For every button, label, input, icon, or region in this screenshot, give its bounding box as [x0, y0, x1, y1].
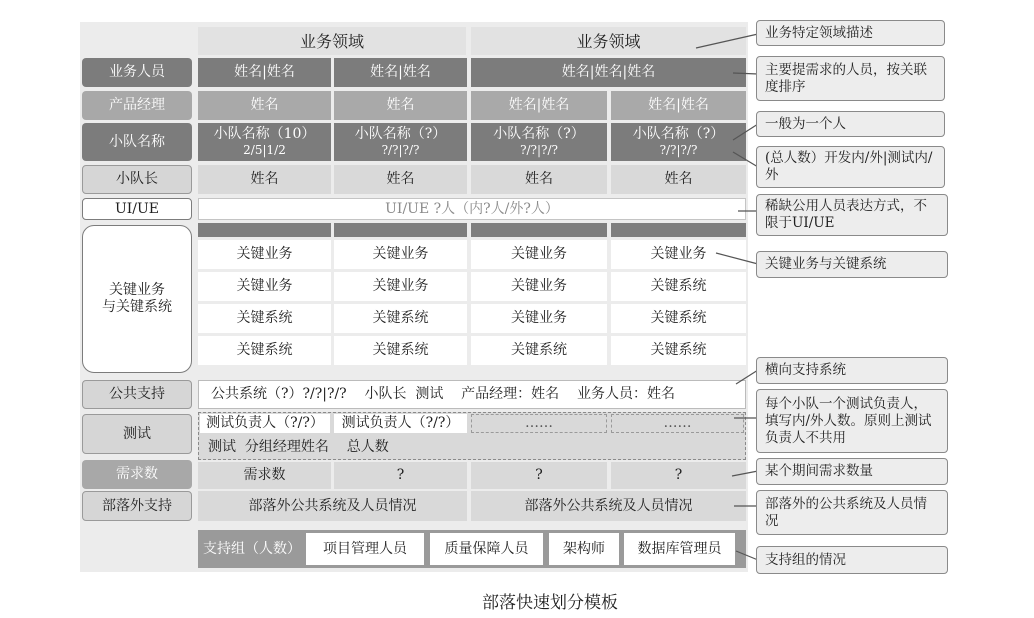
key-cell: 关键系统	[334, 304, 467, 333]
demand-cell: ?	[471, 462, 607, 489]
leader-cell: 姓名	[471, 165, 607, 194]
team-name: 小队名称（10）	[213, 126, 316, 142]
test-lead-cell: ……	[611, 414, 744, 433]
note-support-text: 支持组的情况	[765, 551, 846, 568]
row-label-external: 部落外支持	[82, 491, 192, 521]
note-key	[756, 251, 948, 278]
test-lead-cell: ……	[471, 414, 607, 433]
team-name: 小队名称（?）	[493, 126, 585, 142]
key-cell: 关键业务	[198, 240, 331, 269]
support-item: 数据库管理员	[624, 533, 735, 565]
support-item: 质量保障人员	[430, 533, 543, 565]
pm-cell: 姓名	[198, 91, 331, 120]
key-cell: 关键系统	[471, 336, 607, 365]
key-cell: 关键业务	[611, 240, 746, 269]
support-group-label: 支持组（人数）	[203, 540, 301, 557]
test-group-label: 测试 分组经理姓名 总人数	[208, 439, 389, 455]
pm-cell: 姓名	[334, 91, 467, 120]
team-count: ?/?|?/?	[520, 143, 558, 157]
note-domain	[756, 20, 945, 46]
row-label-demand: 需求数	[82, 460, 192, 489]
key-cell: 关键业务	[198, 272, 331, 301]
note-demand-text: 某个期间需求数量	[765, 463, 873, 479]
key-cell: 关键系统	[611, 304, 746, 333]
note-domain-text: 业务特定领域描述	[765, 24, 873, 41]
note-count	[756, 146, 945, 188]
note-public-text: 横向支持系统	[765, 362, 846, 378]
note-team	[756, 111, 945, 137]
note-support	[756, 546, 948, 574]
note-business	[756, 56, 945, 101]
note-external-text: 部落外的公共系统及人员情况	[765, 495, 927, 529]
row-label-leader: 小队长	[82, 165, 192, 194]
team-count: ?/?|?/?	[381, 143, 420, 157]
figure-caption: 部落快速划分模板	[482, 593, 618, 613]
row-label-uiue: UI/UE	[82, 198, 192, 220]
key-cell: 关键系统	[198, 304, 331, 333]
key-cell: 关键业务	[471, 240, 607, 269]
public-support-text: 公共系统（?）?/?|?/? 小队长 测试 产品经理：姓名 业务人员：姓名	[211, 386, 675, 402]
demand-cell: ?	[334, 462, 467, 489]
uiue-cell: UI/UE ?人（内?人/外?人）	[198, 198, 746, 220]
note-key-text: 关键业务与关键系统	[765, 256, 887, 272]
pm-cell: 姓名|姓名	[471, 91, 607, 120]
external-cell: 部落外公共系统及人员情况	[471, 491, 746, 521]
business-cell: 姓名|姓名|姓名	[471, 58, 746, 87]
demand-cell: 需求数	[198, 462, 331, 489]
team-name: 小队名称（?）	[632, 126, 725, 142]
note-test-text: 每个小队一个测试负责人，填写内/外人数。原则上测试负责人不共用	[765, 395, 932, 446]
support-item: 项目管理人员	[306, 533, 424, 565]
business-cell: 姓名|姓名	[198, 58, 331, 87]
row-label-key: 关键业务 与关键系统	[82, 225, 192, 373]
test-lead-cell: 测试负责人（?/?）	[334, 414, 467, 433]
key-cell: 关键系统	[198, 336, 331, 365]
note-uiue	[756, 194, 948, 236]
row-label-pm: 产品经理	[82, 91, 192, 120]
key-cell: 关键业务	[471, 272, 607, 301]
row-label-public: 公共支持	[82, 380, 192, 409]
row-label-team: 小队名称	[82, 123, 192, 161]
note-count-text: (总人数）开发内/外|测试内/外	[765, 150, 933, 183]
leader-cell: 姓名	[334, 165, 467, 194]
row-label-business: 业务人员	[82, 58, 192, 87]
note-demand	[756, 458, 948, 485]
support-item: 架构师	[549, 533, 619, 565]
domain-header-1: 业务领域	[198, 27, 466, 55]
key-cell: 关键系统	[611, 336, 746, 365]
key-cell: 关键业务	[334, 272, 467, 301]
key-cell: 关键系统	[334, 336, 467, 365]
key-cell: 关键系统	[611, 272, 746, 301]
demand-cell: ?	[611, 462, 746, 489]
leader-cell: 姓名	[611, 165, 746, 194]
note-public	[756, 357, 948, 384]
external-cell: 部落外公共系统及人员情况	[198, 491, 467, 521]
leader-cell: 姓名	[198, 165, 331, 194]
domain-header-2: 业务领域	[471, 27, 746, 55]
row-label-test: 测试	[82, 414, 192, 454]
team-count: ?/?|?/?	[659, 143, 698, 157]
note-external	[756, 490, 948, 535]
key-cell: 关键业务	[334, 240, 467, 269]
note-uiue-text: 稀缺公用人员表达方式，不限于UI/UE	[765, 198, 927, 231]
key-cell: 关键业务	[471, 304, 607, 333]
note-business-text: 主要提需求的人员，按关联度排序	[765, 61, 927, 95]
note-test	[756, 389, 948, 453]
pm-cell: 姓名|姓名	[611, 91, 746, 120]
note-team-text: 一般为一个人	[765, 115, 846, 132]
test-lead-cell: 测试负责人（?/?）	[200, 414, 330, 433]
team-count: 2/5|1/2	[243, 143, 286, 157]
team-name: 小队名称（?）	[354, 126, 447, 142]
business-cell: 姓名|姓名	[334, 58, 467, 87]
